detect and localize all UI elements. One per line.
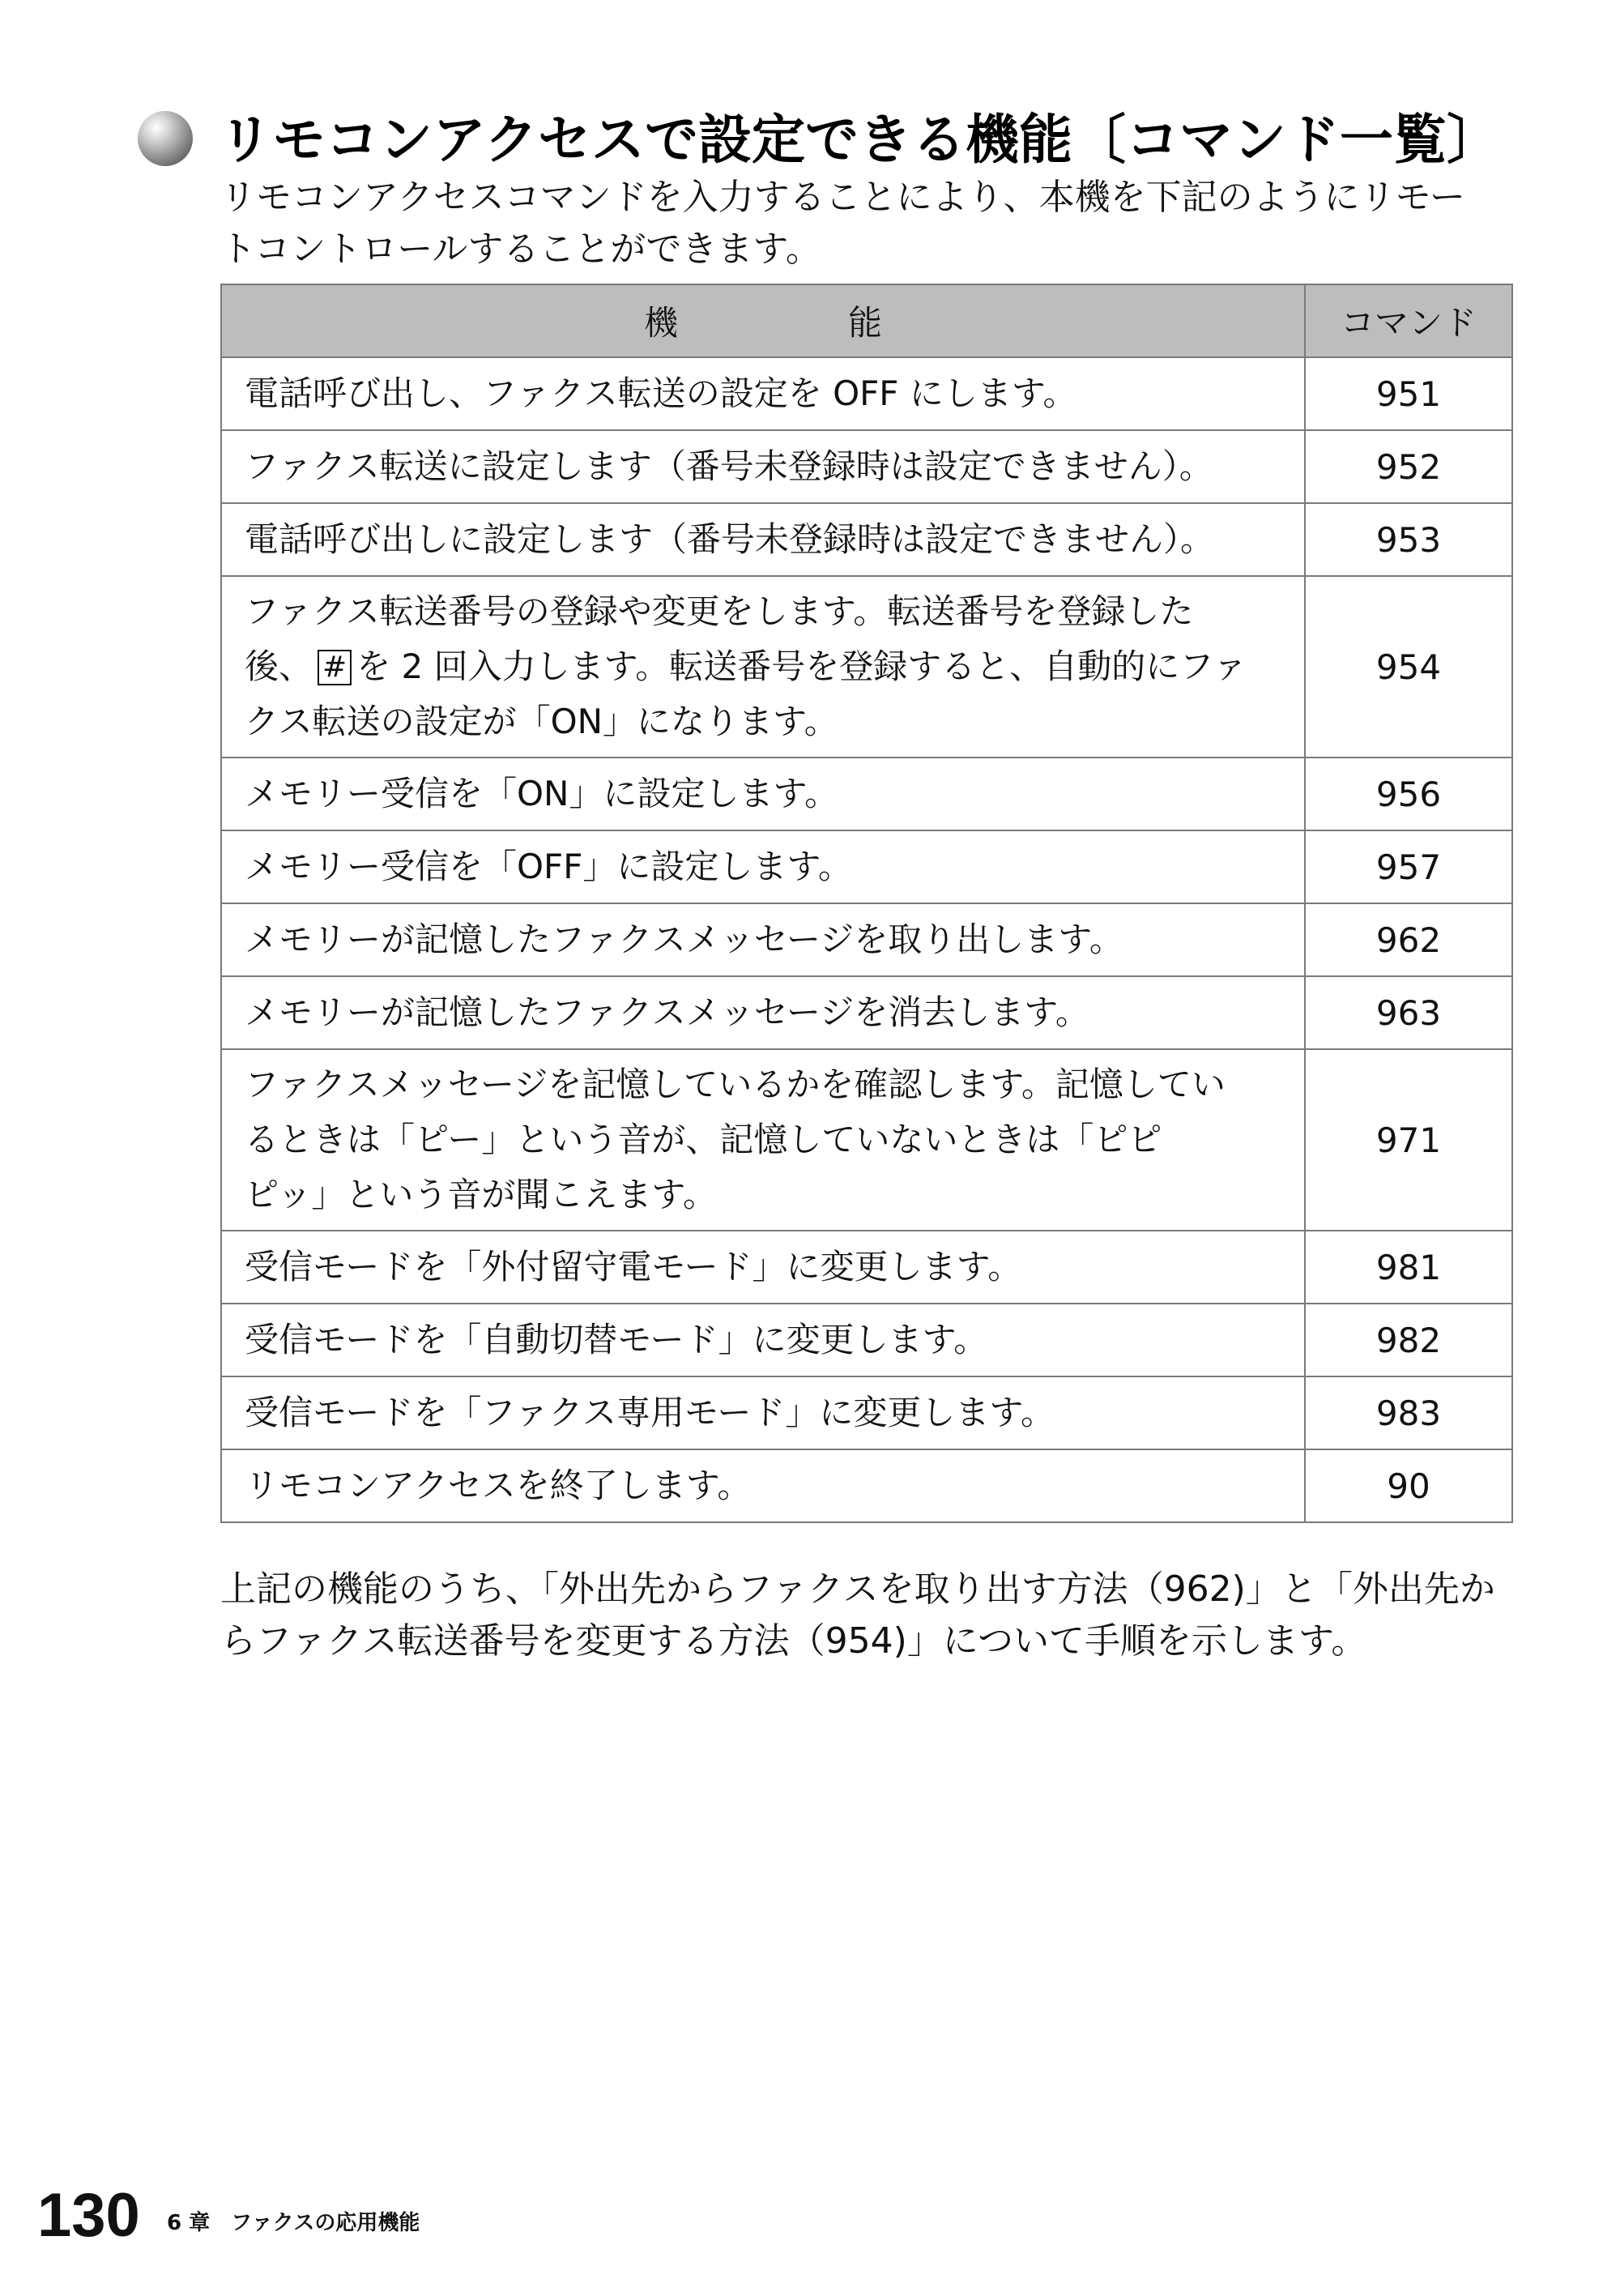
table-row	[221, 1304, 1512, 1376]
function-line: 後、 # を 2 回入力します。転送番号を登録すると、自動的にファ	[245, 647, 1247, 686]
function-cell: リモコンアクセスを終了します。	[221, 1449, 1305, 1522]
table-row	[221, 758, 1512, 830]
function-line: ファクスメッセージを記憶しているかを確認します。記憶してい	[245, 1065, 1226, 1104]
table-row	[221, 976, 1512, 1049]
command-code-cell: 971	[1305, 1049, 1512, 1231]
header-function: 機 能	[221, 284, 1305, 357]
function-cell: メモリーが記憶したファクスメッセージを取り出します。	[221, 903, 1305, 976]
header-command: コマンド	[1305, 284, 1512, 357]
table-row	[221, 903, 1512, 976]
table-row	[221, 1449, 1512, 1522]
note-paragraph	[220, 1564, 1524, 1667]
function-line: ピッ」という音が聞こえます。	[245, 1175, 717, 1214]
function-cell: メモリーが記憶したファクスメッセージを消去します。	[221, 976, 1305, 1049]
command-code-cell: 957	[1305, 830, 1512, 903]
command-code-cell: 90	[1305, 1449, 1512, 1522]
intro-line: トコントロールすることができます。	[220, 228, 821, 270]
function-cell	[221, 576, 1305, 758]
intro-line: リモコンアクセスコマンドを入力することにより、本機を下記のようにリモー	[220, 177, 1465, 218]
command-code-cell: 954	[1305, 576, 1512, 758]
table-row	[221, 357, 1512, 430]
function-cell: 電話呼び出しに設定します（番号未登録時は設定できません）。	[221, 503, 1305, 576]
function-cell: メモリー受信を「OFF」に設定します。	[221, 830, 1305, 903]
intro-paragraph	[220, 172, 1524, 275]
chapter-label: 6 章 ファクスの応用機能	[167, 2211, 420, 2235]
function-cell: ファクス転送に設定します（番号未登録時は設定できません）。	[221, 430, 1305, 503]
function-line: クス転送の設定が「ON」になります。	[245, 702, 838, 741]
command-code-cell: 952	[1305, 430, 1512, 503]
table-row	[221, 1376, 1512, 1449]
note-line: らファクス転送番号を変更する方法（954)」について手順を示します。	[220, 1620, 1367, 1662]
function-line: るときは「ピー」という音が、記憶していないときは「ピピ	[245, 1120, 1162, 1159]
function-cell: 受信モードを「外付留守電モード」に変更します。	[221, 1231, 1305, 1304]
command-code-cell: 951	[1305, 357, 1512, 430]
function-cell: 電話呼び出し、ファクス転送の設定を OFF にします。	[221, 357, 1305, 430]
function-cell: 受信モードを「ファクス専用モード」に変更します。	[221, 1376, 1305, 1449]
function-cell: メモリー受信を「ON」に設定します。	[221, 758, 1305, 830]
sphere-bullet-icon	[138, 111, 193, 166]
command-code-cell: 982	[1305, 1304, 1512, 1376]
function-cell: 受信モードを「自動切替モード」に変更します。	[221, 1304, 1305, 1376]
command-code-cell: 983	[1305, 1376, 1512, 1449]
command-code-cell: 953	[1305, 503, 1512, 576]
function-line: ファクス転送番号の登録や変更をします。転送番号を登録した	[245, 591, 1194, 631]
command-code-cell: 963	[1305, 976, 1512, 1049]
command-code-cell: 962	[1305, 903, 1512, 976]
section-title: リモコンアクセスで設定できる機能〔コマンド一覧〕	[219, 109, 1501, 171]
command-code-cell: 956	[1305, 758, 1512, 830]
note-line: 上記の機能のうち、「外出先からファクスを取り出す方法（962)」と「外出先か	[220, 1568, 1495, 1610]
table-row	[221, 1231, 1512, 1304]
command-code-cell: 981	[1305, 1231, 1512, 1304]
hash-key-icon: #	[318, 650, 352, 685]
table-row	[221, 830, 1512, 903]
page-number: 130	[37, 2181, 140, 2250]
table-row	[221, 430, 1512, 503]
table-row	[221, 576, 1512, 758]
table-row	[221, 1049, 1512, 1231]
table-header-row	[221, 284, 1512, 357]
section-heading	[138, 101, 1531, 182]
function-cell	[221, 1049, 1305, 1231]
command-table	[220, 284, 1513, 1523]
table-row	[221, 503, 1512, 576]
